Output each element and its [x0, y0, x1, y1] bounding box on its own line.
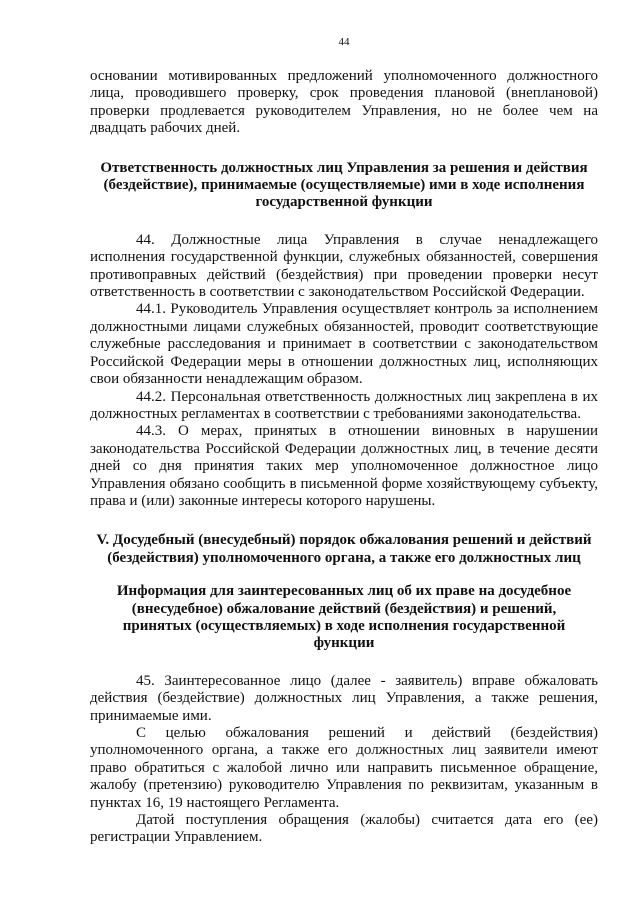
section-v-subheading: Информация для заинтересованных лиц об их праве на досудебное (внесудебное) обжалование действий (бездействия) и решений, принятых (осуществляемых) в ходе исполнения государственной функции	[116, 583, 572, 652]
responsibility-heading: Ответственность должностных лиц Управления за решения и действия (бездействие), принимаемые (осуществляемые) ими в ходе исполнения государственной функции	[100, 159, 588, 211]
paragraph-45: 45. Заинтересованное лицо (далее - заявитель) вправе обжаловать действия (бездействие) должностных лиц Управления, а также решения, принимаемые ими.	[90, 672, 598, 724]
paragraph-44-1: 44.1. Руководитель Управления осуществляет контроль за исполнением должностными лицами служебных обязанностей, проводит соответствующие служебные расследования и принимает в соответствии с законодательством Российской Федерации меры в отношении должностных лиц, исполняющих свои обязанности ненадлежащим образом.	[90, 301, 598, 388]
section-v-heading: V. Досудебный (внесудебный) порядок обжалования решений и действий (бездействия) уполномоченного органа, а также его должностных лиц	[96, 532, 592, 566]
paragraph-44-2: 44.2. Персональная ответственность должностных лиц закреплена в их должностных регламентах в соответствии с требованиями законодательства.	[90, 388, 598, 422]
intro-paragraph: основании мотивированных предложений уполномоченного должностного лица, проводившего проверку, срок проведения плановой (внеплановой) проверки продлевается руководителем Управления, но не более чем на двадцать рабочих дней.	[90, 68, 598, 137]
page-number: 44	[338, 36, 350, 48]
paragraph-45-date: Датой поступления обращения (жалобы) считается дата его (ее) регистрации Управлением.	[90, 812, 598, 846]
paragraph-44: 44. Должностные лица Управления в случае ненадлежащего исполнения государственной функции, служебных обязанностей, совершения противоправных действий (бездействия) при проведении проверки несут ответственность в соответствии с законодательством Российской Федерации.	[90, 231, 598, 301]
paragraph-45-purpose: С целью обжалования решений и действий (бездействия) уполномоченного органа, а также его должностных лиц заявители имеют право обратиться с жалобой лично или направить письменное обращение, жалобу (претензию) руководителю Управления по реквизитам, указанным в пунктах 16, 19 настоящего Регламента.	[90, 725, 598, 811]
paragraph-44-3: 44.3. О мерах, принятых в отношении виновных в нарушении законодательства Российской Федерации должностных лиц, в течение десяти дней со дня принятия таких мер уполномоченное должностное лицо Управления обязано сообщить в письменной форме хозяйствующему субъекту, права и (или) законные интересы которого нарушены.	[90, 423, 598, 509]
document-page	[90, 36, 598, 847]
